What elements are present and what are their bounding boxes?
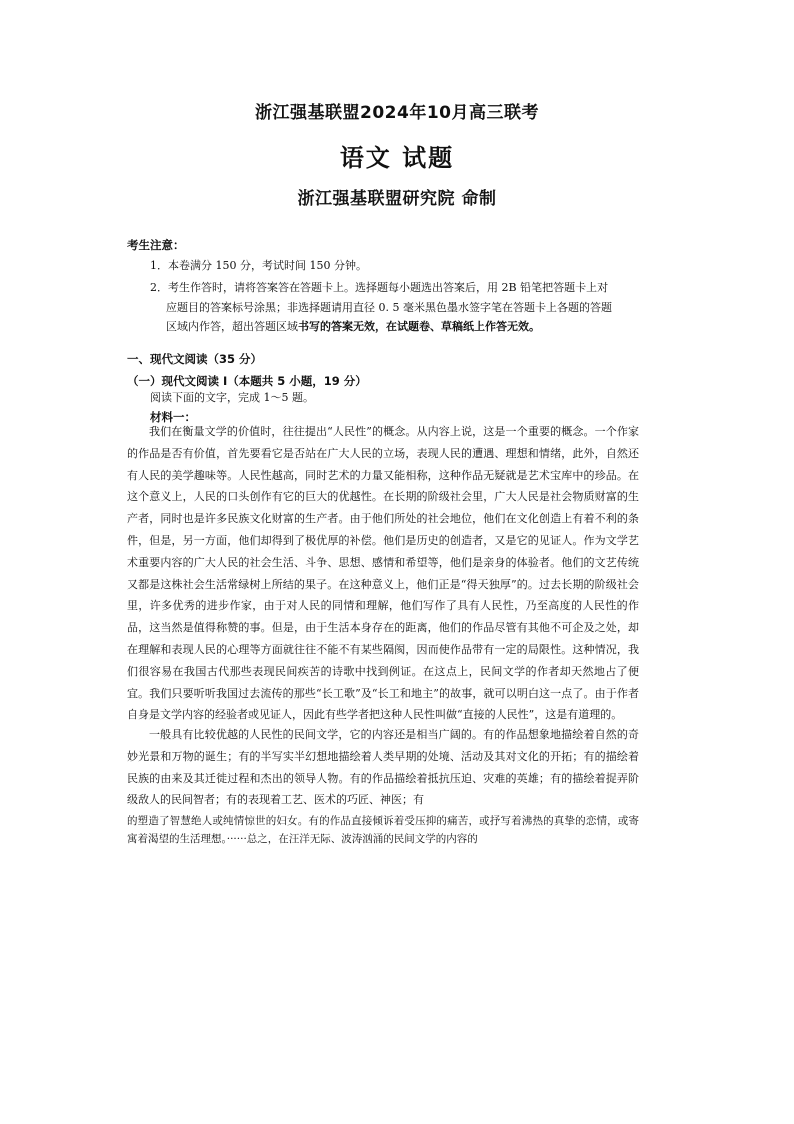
material-label: 材料一： bbox=[150, 410, 196, 424]
notice-item-2-plain: 区域内作答，超出答题区域 bbox=[166, 320, 298, 333]
material-paragraph-1: 我们在衡量文学的价值时，往往提出“人民性”的概念。从内容上说，这是一个重要的概念。一个作家的作品是否有价值，首先要看它是否站在广大人民的立场，表现人民的遭遇、理想和情绪，此外，自然还有人民的美学趣味等。人民性越高，同时艺术的力量又能相称，这种作品无疑就是艺术宝库中的珍品。在这个意义上，人民的口头创作有它的巨大的优越性。在长期的阶级社会里，广大人民是社会物质财富的生产者，同时也是许多民族文化财富的生产者。由于他们所处的社会地位，他们在文化创造上有着不利的条件，但是，另一方面，他们却得到了极优厚的补偿。他们是历史的创造者，又是它的见证人。作为文学艺术重要内容的广大人民的社会生活、斗争、思想、感情和希望等，他们是亲身的体验者。他们的文艺传统又都是这株社会生活常绿树上所结的果子。在这种意义上，他们正是“得天独厚”的。过去长期的阶级社会里，许多优秀的进步作家，由于对人民的同情和理解，他们写作了具有人民性，乃至高度的人民性的作品，这当然是值得称赞的事。但是，由于生活本身存在的距离，他们的作品尽管有其他不可企及之处，却在理解和表现人民的心理等方面就往往不能不有某些隔阂，因而使作品带有一定的局限性。这种情况，我们很容易在我国古代那些表现民间疾苦的诗歌中找到例证。在这点上，民间文学的作者却天然地占了便宜。我们只要听听我国过去流传的那些“长工歌”及“长工和地主”的故事，就可以明白这一点了。由于作者自身是文学内容的经验者或见证人，因此有些学者把这种人民性叫做“直接的人民性”，这是有道理的。 bbox=[127, 425, 639, 722]
reading-instruction: 阅读下面的文字，完成 1～5 题。 bbox=[150, 391, 314, 404]
notice-item-1: 1．本卷满分 150 分，考试时间 150 分钟。 bbox=[150, 259, 367, 272]
notice-item-2-line-1: 2．考生作答时，请将答案答在答题卡上。选择题每小题选出答案后，用 2B 铅笔把答题卡上对 bbox=[150, 281, 609, 294]
notice-item-2-bold: 书写的答案无效，在试题卷、草稿纸上作答无效。 bbox=[298, 320, 540, 333]
notice-heading: 考生注意： bbox=[127, 238, 185, 252]
exam-title: 浙江强基联盟2024年10月高三联考 bbox=[255, 103, 539, 123]
notice-item-2-line-3 bbox=[166, 318, 540, 334]
section-heading: 一、现代文阅读（35 分） bbox=[127, 352, 263, 366]
material-paragraph-2-continued: 的塑造了智慧绝人或纯情惊世的妇女。有的作品直接倾诉着受压抑的痛苦，或抒写着沸热的真挚的恋情，或寄寓着渴望的生活理想。······总之，在汪洋无际、波涛汹涌的民间文学的内容的 bbox=[127, 815, 639, 845]
author-line: 浙江强基联盟研究院 命制 bbox=[297, 189, 497, 209]
notice-item-2-line-2: 应题目的答案标号涂黑；非选择题请用直径 0. 5 毫米黑色墨水签字笔在答题卡上各题的答题 bbox=[166, 301, 612, 314]
material-paragraph-2: 一般具有比较优越的人民性的民间文学，它的内容还是相当广阔的。有的作品想象地描绘着自然的奇妙光景和万物的诞生；有的半写实半幻想地描绘着人类早期的处境、活动及其对文化的开拓；有的描绘着民族的由来及其迁徙过程和杰出的领导人物。有的作品描绘着抵抗压迫、灾难的英雄；有的描绘着捉弄阶级敌人的民间智者；有的表现着工艺、医术的巧匠、神医；有 bbox=[127, 728, 639, 807]
subsection-heading: （一）现代文阅读 I（本题共 5 小题，19 分） bbox=[127, 374, 367, 388]
subject-title: 语文 试题 bbox=[339, 144, 455, 172]
